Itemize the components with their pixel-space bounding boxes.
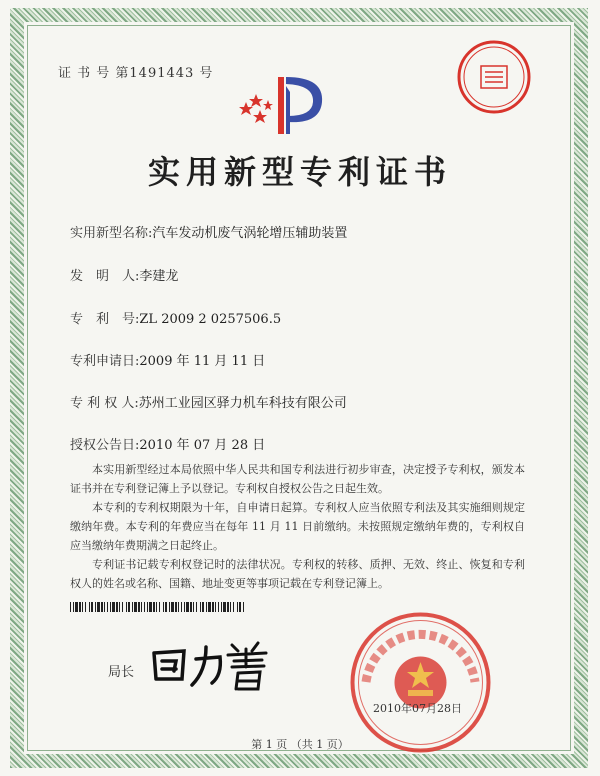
barcode-bar xyxy=(163,602,164,612)
barcode-bar xyxy=(181,602,182,612)
barcode-bar xyxy=(132,602,133,612)
barcode-bar xyxy=(169,602,170,612)
paragraph-term: 本专利的专利权期限为十年，自申请日起算。专利权人应当依照专利法及其实施细则规定缴纳年费。本专利的年费应当在每年 11 月 11 日前缴纳。未按照规定缴纳年费的，专利权自应当缴纳年费期满之日起终止。 xyxy=(70,501,525,552)
barcode-bar xyxy=(75,602,78,612)
patent-office-logo-icon xyxy=(238,72,326,142)
seal-date: 2010年07月28日 xyxy=(373,702,462,715)
barcode-bar xyxy=(101,602,103,612)
paragraph-legal-status: 专利证书记载专利权登记时的法律状况。专利权的转移、质押、无效、终止、恢复和专利权人的姓名或名称、国籍、地址变更等事项记载在专利登记簿上。 xyxy=(70,558,525,590)
barcode-bar xyxy=(230,602,231,612)
field-application-date: 专利申请日:2009 年 11 月 11 日 xyxy=(70,354,266,369)
barcode-bar xyxy=(156,602,157,612)
barcode-bar xyxy=(95,602,96,612)
barcode-bar xyxy=(126,602,127,612)
barcode-bar xyxy=(165,602,167,612)
certificate-body xyxy=(70,460,525,593)
barcode-bar xyxy=(227,602,229,612)
barcode-bar xyxy=(221,602,222,612)
barcode-bar xyxy=(147,602,148,612)
barcode-bar xyxy=(178,602,179,612)
barcode-bar xyxy=(212,602,214,612)
barcode-bar xyxy=(70,602,71,612)
barcode-icon xyxy=(70,602,245,612)
barcode-bar xyxy=(237,602,238,612)
barcode-bar xyxy=(89,602,90,612)
barcode-bar xyxy=(175,602,177,612)
barcode-bar xyxy=(196,602,197,612)
national-ip-office-seal-icon xyxy=(348,610,493,755)
barcode-bar xyxy=(218,602,219,612)
certificate-number: 证 书 号 第1491443 号 xyxy=(58,66,214,81)
barcode-bar xyxy=(190,602,192,612)
barcode-bar xyxy=(104,602,105,612)
barcode-bar xyxy=(112,602,115,612)
barcode-bar xyxy=(110,602,111,612)
barcode-bar xyxy=(82,602,83,612)
agency-seal-icon xyxy=(455,38,533,116)
page-number: 第 1 页 （共 1 页） xyxy=(251,738,349,751)
field-patentee: 专 利 权 人:苏州工业园区驿力机车科技有限公司 xyxy=(70,396,347,411)
barcode-bar xyxy=(116,602,118,612)
barcode-bar xyxy=(202,602,204,612)
barcode-bar xyxy=(200,602,201,612)
barcode-bar xyxy=(233,602,234,612)
director-signature-icon xyxy=(148,635,278,693)
barcode-bar xyxy=(239,602,241,612)
barcode-bar xyxy=(119,602,120,612)
barcode-bar xyxy=(141,602,142,612)
barcode-bar xyxy=(97,602,100,612)
director-label: 局长 xyxy=(108,665,135,680)
barcode-bar xyxy=(153,602,155,612)
field-patent-number: 专 利 号:ZL 2009 2 0257506.5 xyxy=(70,312,282,327)
barcode-bar xyxy=(215,602,216,612)
paragraph-grant: 本实用新型经过本局依照中华人民共和国专利法进行初步审查，决定授予专利权，颁发本证书并在专利登记簿上予以登记。专利权自授权公告之日起生效。 xyxy=(70,463,525,495)
field-inventor: 发 明 人:李建龙 xyxy=(70,269,179,284)
barcode-bar xyxy=(186,602,189,612)
barcode-bar xyxy=(171,602,174,612)
barcode-bar xyxy=(206,602,207,612)
barcode-bar xyxy=(122,602,123,612)
field-utility-model-name: 实用新型名称:汽车发动机废气涡轮增压辅助装置 xyxy=(70,226,348,241)
barcode-bar xyxy=(144,602,145,612)
barcode-bar xyxy=(184,602,185,612)
barcode-bar xyxy=(243,602,244,612)
barcode-bar xyxy=(91,602,93,612)
field-grant-date: 授权公告日:2010 年 07 月 28 日 xyxy=(70,438,266,453)
barcode-bar xyxy=(138,602,140,612)
barcode-bar xyxy=(85,602,86,612)
barcode-bar xyxy=(208,602,211,612)
barcode-bar xyxy=(149,602,152,612)
barcode-bar xyxy=(159,602,160,612)
barcode-bar xyxy=(223,602,226,612)
page-title: 实用新型专利证书 xyxy=(147,153,452,191)
barcode-bar xyxy=(134,602,137,612)
barcode-bar xyxy=(107,602,108,612)
barcode-bar xyxy=(79,602,81,612)
barcode-bar xyxy=(193,602,194,612)
barcode-bar xyxy=(128,602,130,612)
barcode-bar xyxy=(73,602,74,612)
